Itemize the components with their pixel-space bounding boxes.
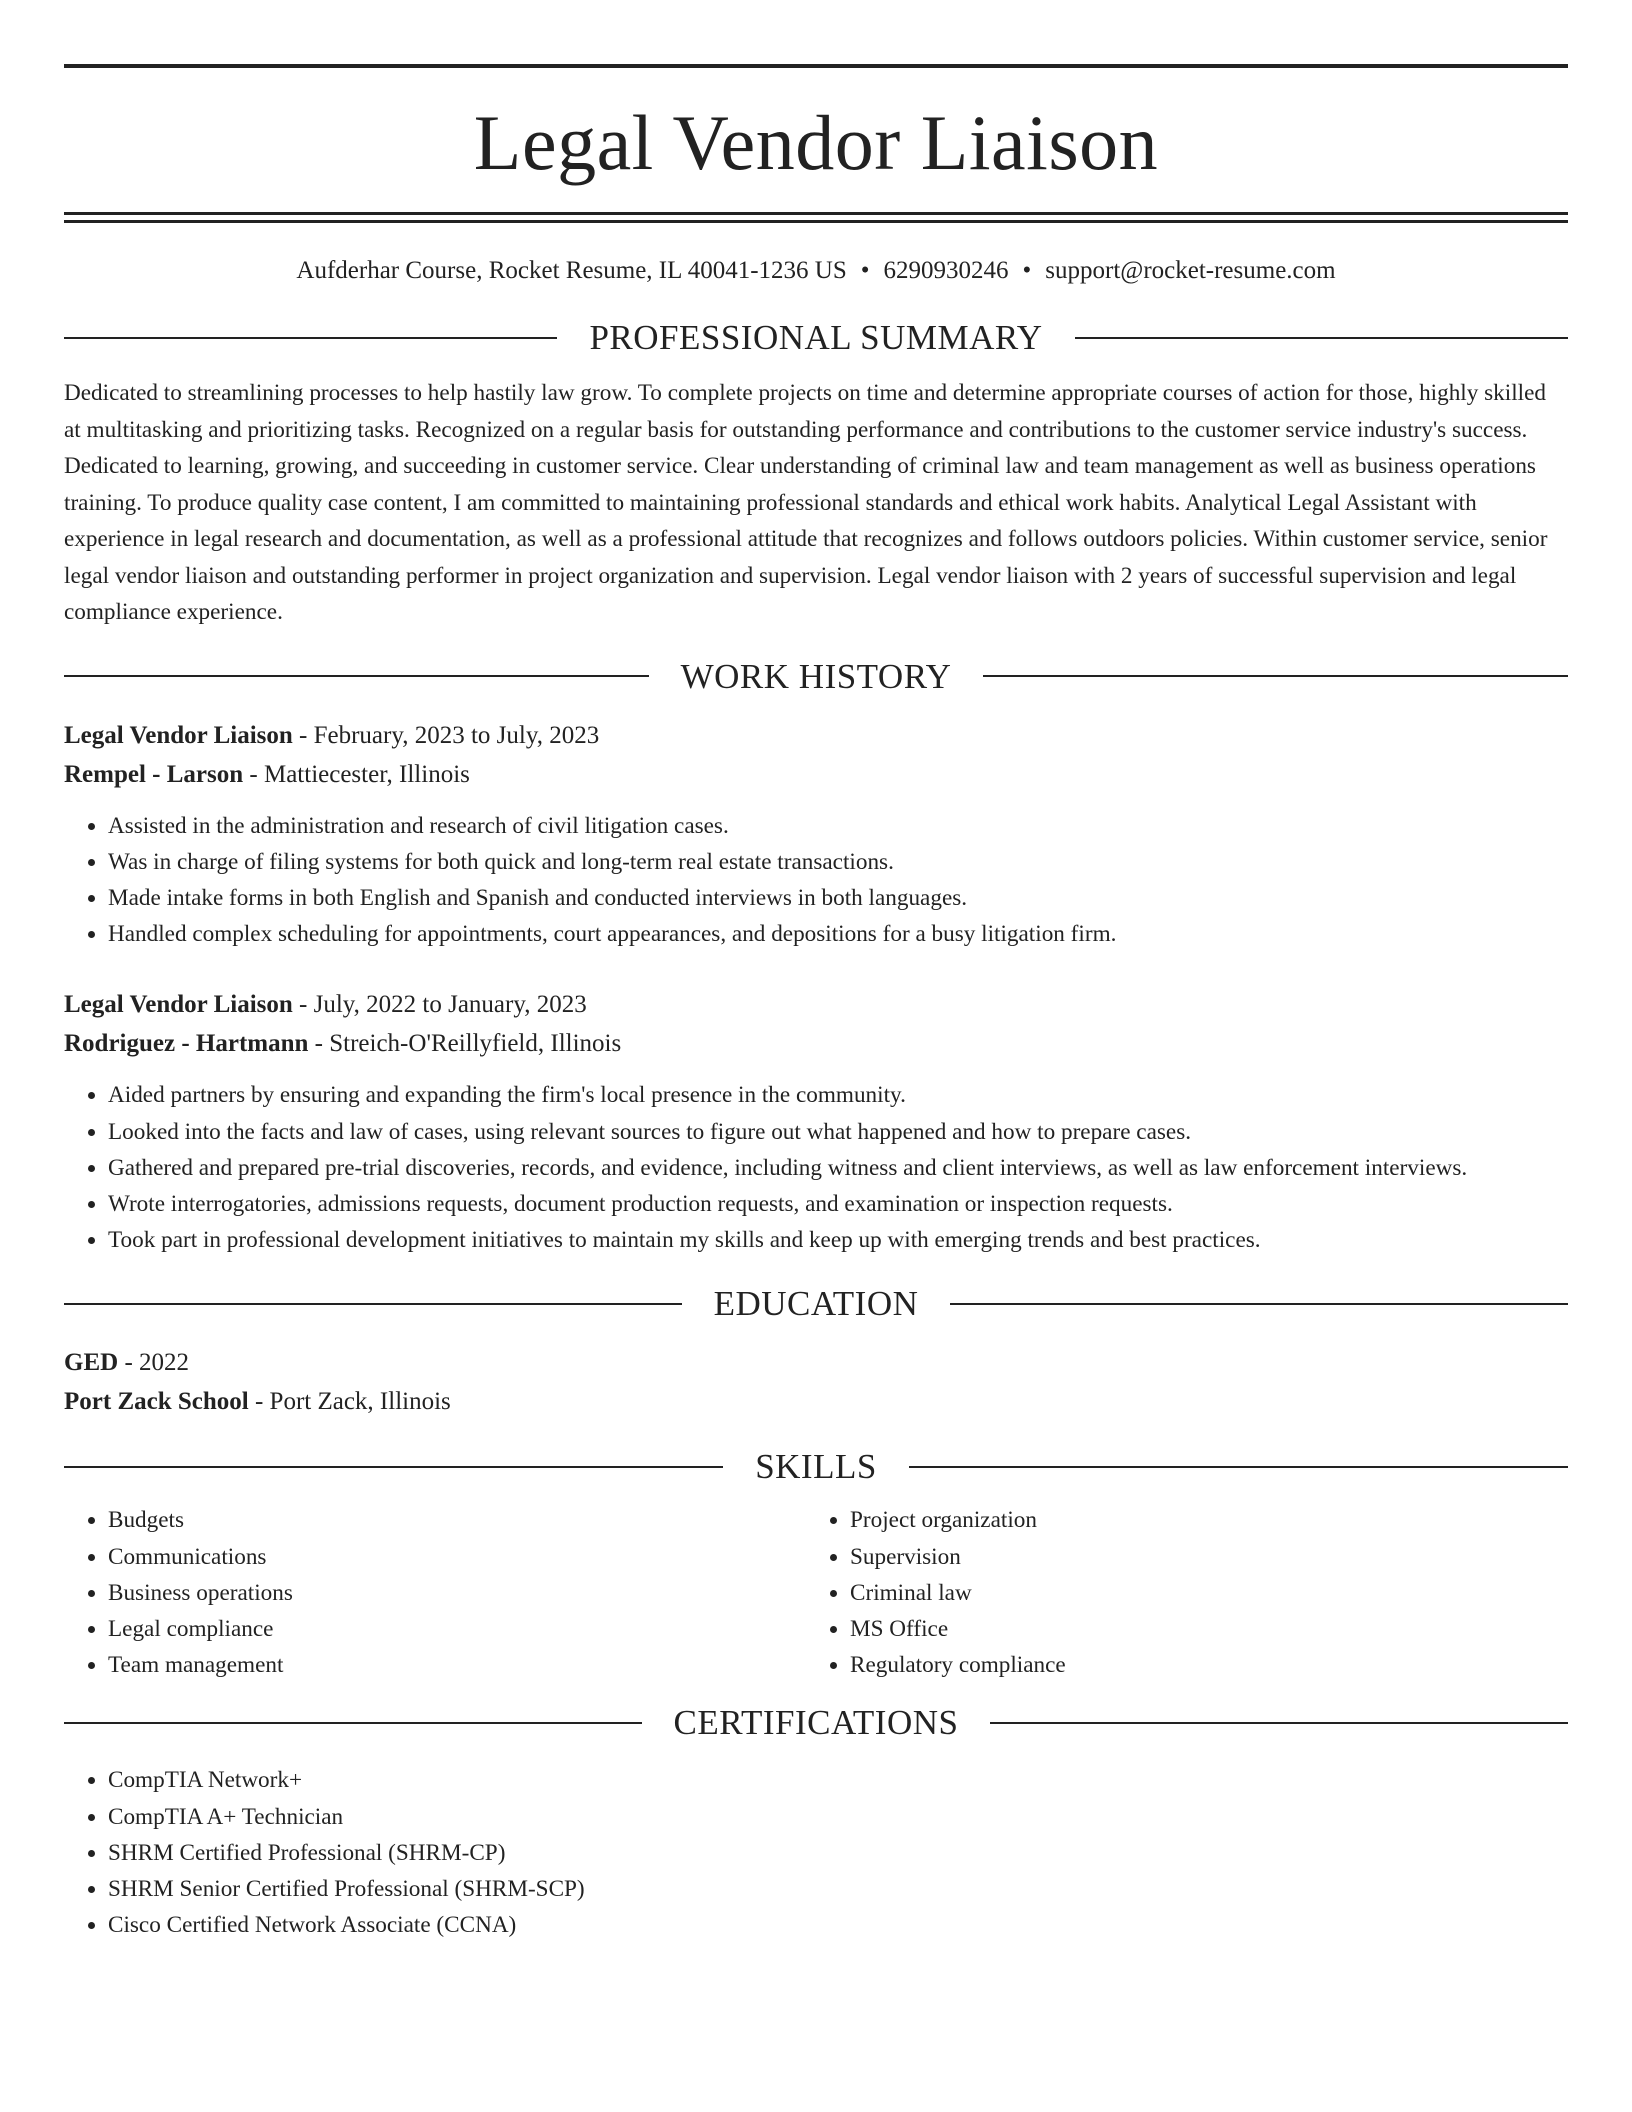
job-company: Rempel - Larson (64, 760, 244, 788)
job-location: - Mattiecester, Illinois (243, 760, 470, 788)
list-item: • Team management (108, 1647, 806, 1683)
section-heading-certifications (64, 1703, 1568, 1743)
job-entry (64, 985, 1568, 1258)
job-bullets (64, 1077, 1568, 1258)
heading-rule (64, 1722, 642, 1724)
list-item: • MS Office (850, 1611, 1548, 1647)
job-entry (64, 716, 1568, 953)
list-item: • Assisted in the administration and research of civil litigation cases. (108, 808, 1568, 844)
list-item: • Project organization (850, 1502, 1548, 1538)
education-school: Port Zack School (64, 1388, 249, 1416)
contact-phone: 6290930246 (883, 257, 1009, 284)
header-double-rule (64, 212, 1568, 223)
list-item: • Business operations (108, 1575, 806, 1611)
list-item: • Took part in professional development initiatives to maintain my skills and keep up with emerging trends and best practices. (108, 1222, 1568, 1258)
section-heading-work-history (64, 656, 1568, 696)
education-year: - 2022 (118, 1349, 190, 1377)
section-title: WORK HISTORY (680, 656, 952, 696)
heading-rule (64, 337, 557, 339)
list-item: • SHRM Senior Certified Professional (SHRM-SCP) (108, 1871, 1568, 1907)
education-degree-line (64, 1343, 1568, 1382)
job-dates: - July, 2022 to January, 2023 (292, 991, 587, 1019)
list-item: • Criminal law (850, 1575, 1548, 1611)
list-item: • CompTIA A+ Technician (108, 1799, 1568, 1835)
list-item: • Made intake forms in both English and Spanish and conducted interviews in both languages. (108, 880, 1568, 916)
list-item: • Cisco Certified Network Associate (CCNA) (108, 1907, 1568, 1943)
list-item: • Handled complex scheduling for appointments, court appearances, and depositions for a busy litigation firm. (108, 916, 1568, 952)
skills-column-right (806, 1502, 1548, 1683)
heading-rule (950, 1303, 1568, 1305)
education-school-line (64, 1382, 1568, 1421)
job-title: Legal Vendor Liaison (64, 721, 293, 749)
list-item: • Wrote interrogatories, admissions requests, document production requests, and examination or inspection requests. (108, 1186, 1568, 1222)
list-item: • Legal compliance (108, 1611, 806, 1647)
heading-rule (64, 675, 649, 677)
skills-column-left (64, 1502, 806, 1683)
contact-separator: • (1022, 257, 1032, 284)
list-item: • Gathered and prepared pre-trial discoveries, records, and evidence, including witness and client interviews, as well as law enforcement interviews. (108, 1150, 1568, 1186)
education-degree: GED (64, 1349, 119, 1377)
contact-address: Aufderhar Course, Rocket Resume, IL 40041-1236 US (296, 257, 847, 284)
header-top-rule (64, 64, 1568, 68)
skills-grid (64, 1502, 1568, 1683)
job-title-line (64, 716, 1568, 755)
section-heading-education (64, 1284, 1568, 1324)
section-heading-skills (64, 1447, 1568, 1487)
contact-line (64, 256, 1568, 286)
candidate-name: Legal Vendor Liaison (473, 99, 1159, 186)
job-bullets (64, 808, 1568, 953)
heading-rule (1075, 337, 1568, 339)
contact-email: support@rocket-resume.com (1045, 257, 1336, 284)
list-item: • Regulatory compliance (850, 1647, 1548, 1683)
list-item: • Was in charge of filing systems for both quick and long-term real estate transactions. (108, 844, 1568, 880)
contact-separator: • (860, 257, 870, 284)
heading-rule (909, 1466, 1568, 1468)
list-item: • Looked into the facts and law of cases, using relevant sources to figure out what happened and how to prepare cases. (108, 1114, 1568, 1150)
section-title: CERTIFICATIONS (673, 1703, 959, 1743)
job-title: Legal Vendor Liaison (64, 991, 293, 1019)
section-heading-summary (64, 320, 1568, 355)
section-title: SKILLS (755, 1447, 877, 1487)
resume-page (64, 64, 1568, 1943)
job-company: Rodriguez - Hartmann (64, 1030, 309, 1058)
section-title: PROFESSIONAL SUMMARY (589, 318, 1043, 357)
job-dates: - February, 2023 to July, 2023 (292, 721, 600, 749)
section-title: EDUCATION (713, 1284, 919, 1324)
job-company-line (64, 755, 1568, 794)
list-item: • Supervision (850, 1539, 1548, 1575)
list-item: • Communications (108, 1539, 806, 1575)
list-item: • Aided partners by ensuring and expanding the firm's local presence in the community. (108, 1077, 1568, 1113)
heading-rule (983, 675, 1568, 677)
list-item: • SHRM Certified Professional (SHRM-CP) (108, 1835, 1568, 1871)
heading-rule (64, 1303, 682, 1305)
job-title-line (64, 985, 1568, 1024)
list-item: • Budgets (108, 1502, 806, 1538)
summary-text: Dedicated to streamlining processes to help hastily law grow. To complete projects on time and determine appropriate courses of action for those, highly skilled at multitasking and prioritizing tasks. Recognized on a regular basis for outstanding performance and contributions to the customer service industry's success. Dedicated to learning, growing, and succeeding in customer service. Clear understanding of criminal law and team management as well as business operations training. To produce quality case content, I am committed to maintaining professional standards and ethical work habits. Analytical Legal Assistant with experience in legal research and documentation, as well as a professional attitude that recognizes and follows outdoors policies. Within customer service, senior legal vendor liaison and outstanding performer in project organization and supervision. Legal vendor liaison with 2 years of successful supervision and legal compliance experience. (64, 380, 1548, 625)
certifications-list (64, 1762, 1568, 1943)
job-location: - Streich-O'Reillyfield, Illinois (308, 1030, 622, 1058)
list-item: • CompTIA Network+ (108, 1762, 1568, 1798)
education-location: - Port Zack, Illinois (248, 1388, 451, 1416)
heading-rule (990, 1722, 1568, 1724)
heading-rule (64, 1466, 723, 1468)
job-company-line (64, 1024, 1568, 1063)
